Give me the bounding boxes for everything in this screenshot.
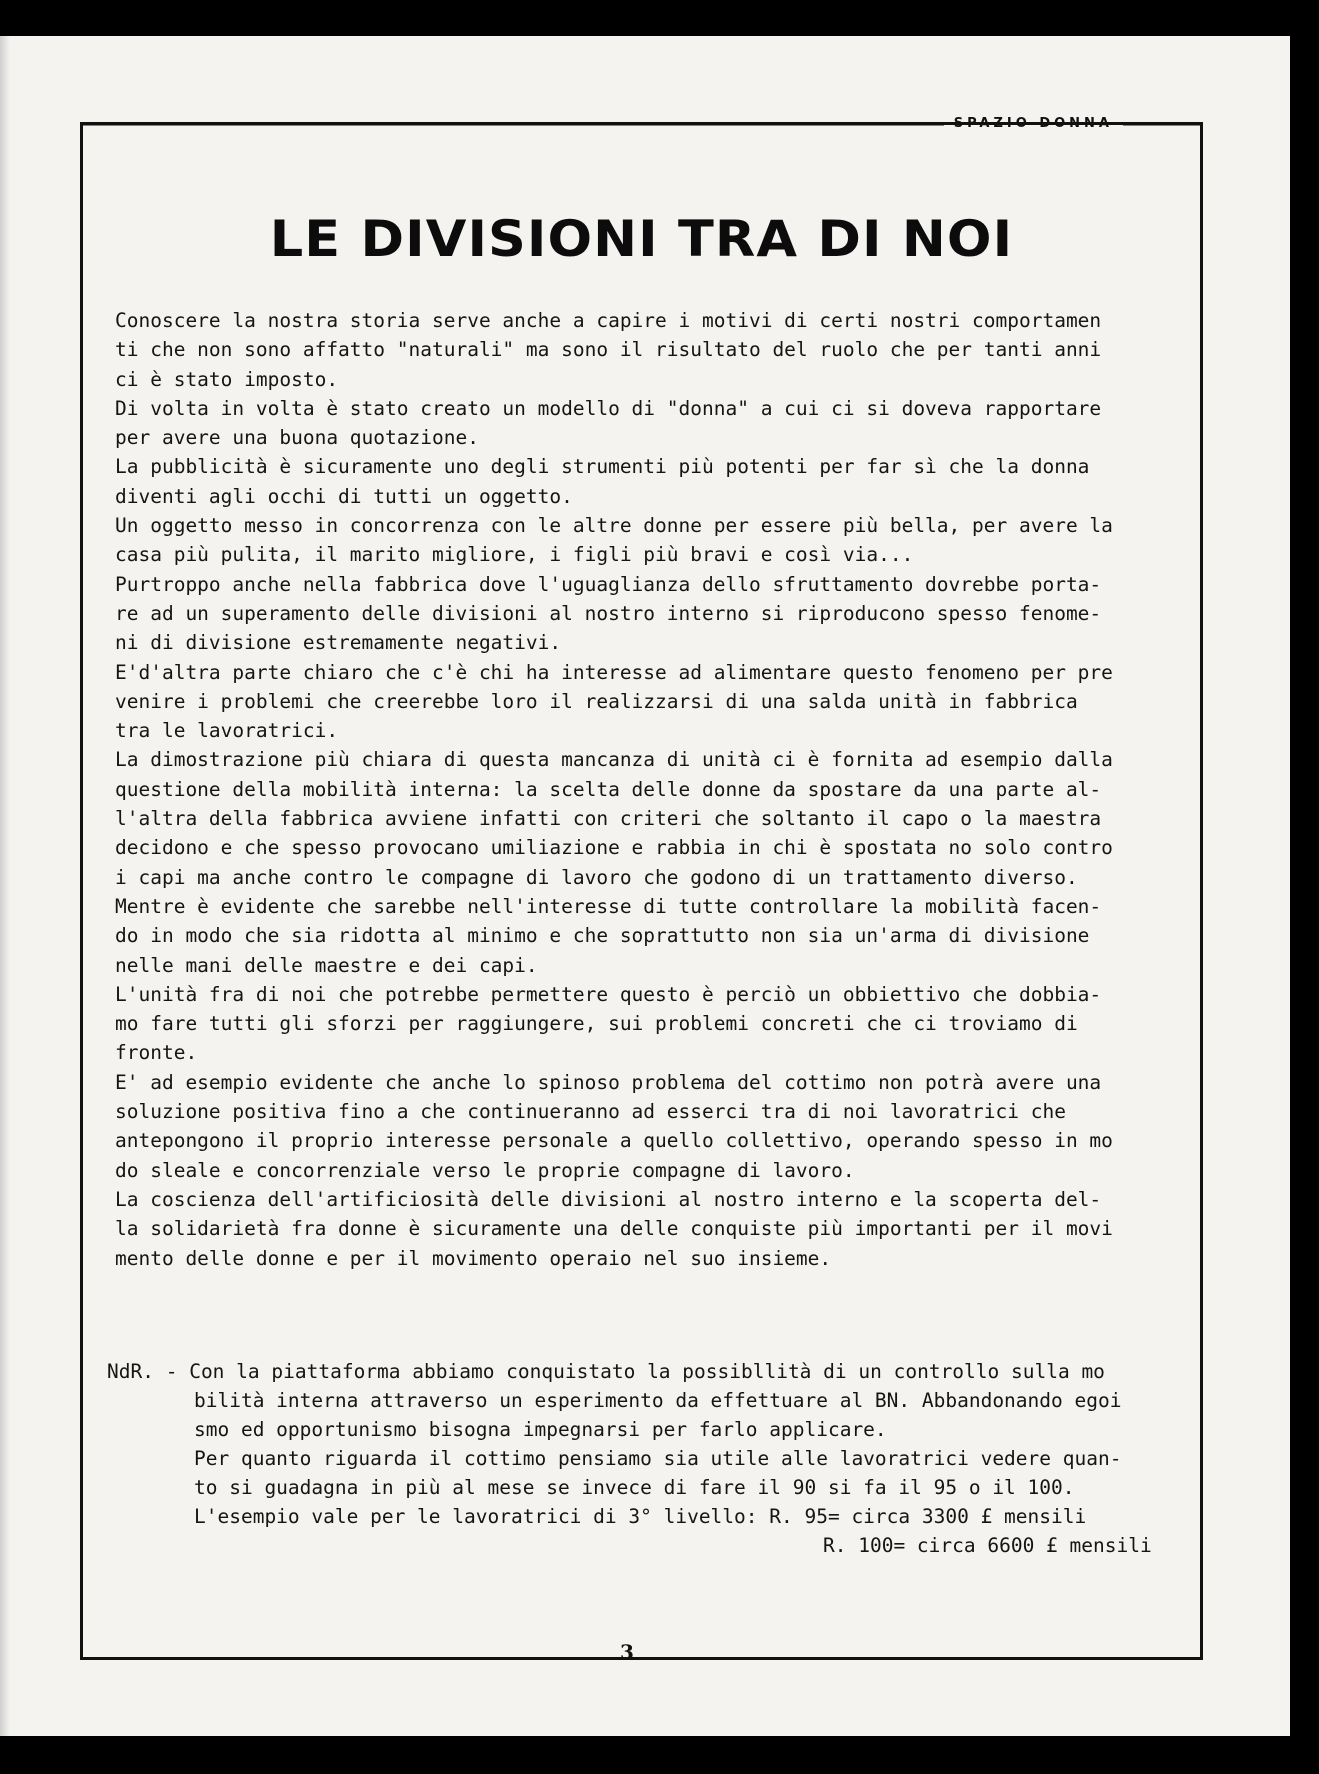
article-line: Di volta in volta è stato creato un modello di "donna" a cui ci si doveva rapportare [115, 396, 1102, 420]
article-line: E'd'altra parte chiaro che c'è chi ha interesse ad alimentare questo fenomeno per pre [115, 660, 1113, 684]
article-line: tra le lavoratrici. [115, 719, 339, 743]
article-line: ci è stato imposto. [115, 367, 339, 391]
article-line: La pubblicità è sicuramente uno degli strumenti più potenti per far sì che la donna [115, 455, 1090, 479]
article-line: per avere una buona quotazione. [115, 426, 479, 450]
article-line: questione della mobilità interna: la scelta delle donne da spostare da una parte al- [115, 777, 1102, 801]
article-line: Mentre è evidente che sarebbe nell'interesse di tutte controllare la mobilità facen- [115, 894, 1102, 918]
note-line: R. 100= circa 6600 £ mensili [823, 1534, 1152, 1557]
note-line [107, 1357, 1187, 1386]
article-line: nelle mani delle maestre e dei capi. [115, 953, 538, 977]
article-line: E' ad esempio evidente che anche lo spinoso problema del cottimo non potrà avere una [115, 1070, 1102, 1094]
article-line: mo fare tutti gli sforzi per raggiungere, sui problemi concreti che ci troviamo di [115, 1012, 1078, 1036]
paper-edge [0, 36, 10, 1736]
article-line: re ad un superamento delle divisioni al nostro interno si riproducono spesso fenome- [115, 601, 1102, 625]
section-label: SPAZIO DONNA [944, 110, 1123, 138]
note-line: L'esempio vale per le lavoratrici di 3° livello: R. 95= circa 3300 £ mensili [194, 1505, 1087, 1528]
article-line: mento delle donne e per il movimento operaio nel suo insieme. [115, 1246, 832, 1270]
article-line: Un oggetto messo in concorrenza con le altre donne per essere più bella, per avere la [115, 514, 1113, 538]
article-line: venire i problemi che creerebbe loro il realizzarsi di una salda unità in fabbrica [115, 689, 1078, 713]
note-line: smo ed opportunismo bisogna impegnarsi per farlo applicare. [194, 1418, 887, 1441]
article-line: Conoscere la nostra storia serve anche a capire i motivi di certi nostri comportamen [115, 309, 1102, 332]
article-line: do sleale e concorrenziale verso le proprie compagne di lavoro. [115, 1158, 855, 1182]
note-text: Con la piattaforma abbiamo conquistato la possibllità di un controllo sulla mo [189, 1360, 1105, 1383]
note-line: Per quanto riguarda il cottimo pensiamo sia utile alle lavoratrici vedere quan- [194, 1447, 1122, 1470]
article-line: decidono e che spesso provocano umiliazione e rabbia in chi è spostata no solo contro [115, 836, 1113, 860]
article-line: Purtroppo anche nella fabbrica dove l'uguaglianza dello sfruttamento dovrebbe porta- [115, 572, 1102, 596]
article-line: ni di divisione estremamente negativi. [115, 631, 562, 655]
article-line: i capi ma anche contro le compagne di lavoro che godono di un trattamento diverso. [115, 865, 1078, 889]
article-line: La dimostrazione più chiara di questa mancanza di unità ci è fornita ad esempio dalla [115, 748, 1113, 772]
article-line: diventi agli occhi di tutti un oggetto. [115, 484, 573, 508]
article-body [115, 306, 1187, 1273]
article-title: LE DIVISIONI TRA DI NOI [269, 210, 1014, 268]
page-number: 3 [620, 1640, 634, 1664]
editor-note [107, 1357, 1187, 1560]
article-line: La coscienza dell'artificiosità delle divisioni al nostro interno e la scoperta del- [115, 1187, 1102, 1211]
article-line: antepongono il proprio interesse personale a quello collettivo, operando spesso in mo [115, 1129, 1113, 1153]
article-line: casa più pulita, il marito migliore, i figli più bravi e così via... [115, 543, 914, 567]
article-line: soluzione positiva fino a che continueranno ad esserci tra di noi lavoratrici che [115, 1100, 1066, 1124]
article-line: l'altra della fabbrica avviene infatti con criteri che soltanto il capo o la maestra [115, 807, 1102, 831]
article-line: ti che non sono affatto "naturali" ma sono il risultato del ruolo che per tanti anni [115, 338, 1102, 362]
article-line: L'unità fra di noi che potrebbe permettere questo è perciò un obbiettivo che dobbia- [115, 982, 1102, 1006]
article-line: la solidarietà fra donne è sicuramente una delle conquiste più importanti per il movi [115, 1217, 1113, 1241]
article-line: do in modo che sia ridotta al minimo e che soprattutto non sia un'arma di divisione [115, 924, 1090, 948]
note-label: NdR. - [107, 1360, 178, 1383]
note-line: bilità interna attraverso un esperimento da effettuare al BN. Abbandonando egoi [194, 1389, 1122, 1412]
article-line: fronte. [115, 1041, 198, 1065]
note-line: to si guadagna in più al mese se invece di fare il 90 si fa il 95 o il 100. [194, 1476, 1075, 1499]
